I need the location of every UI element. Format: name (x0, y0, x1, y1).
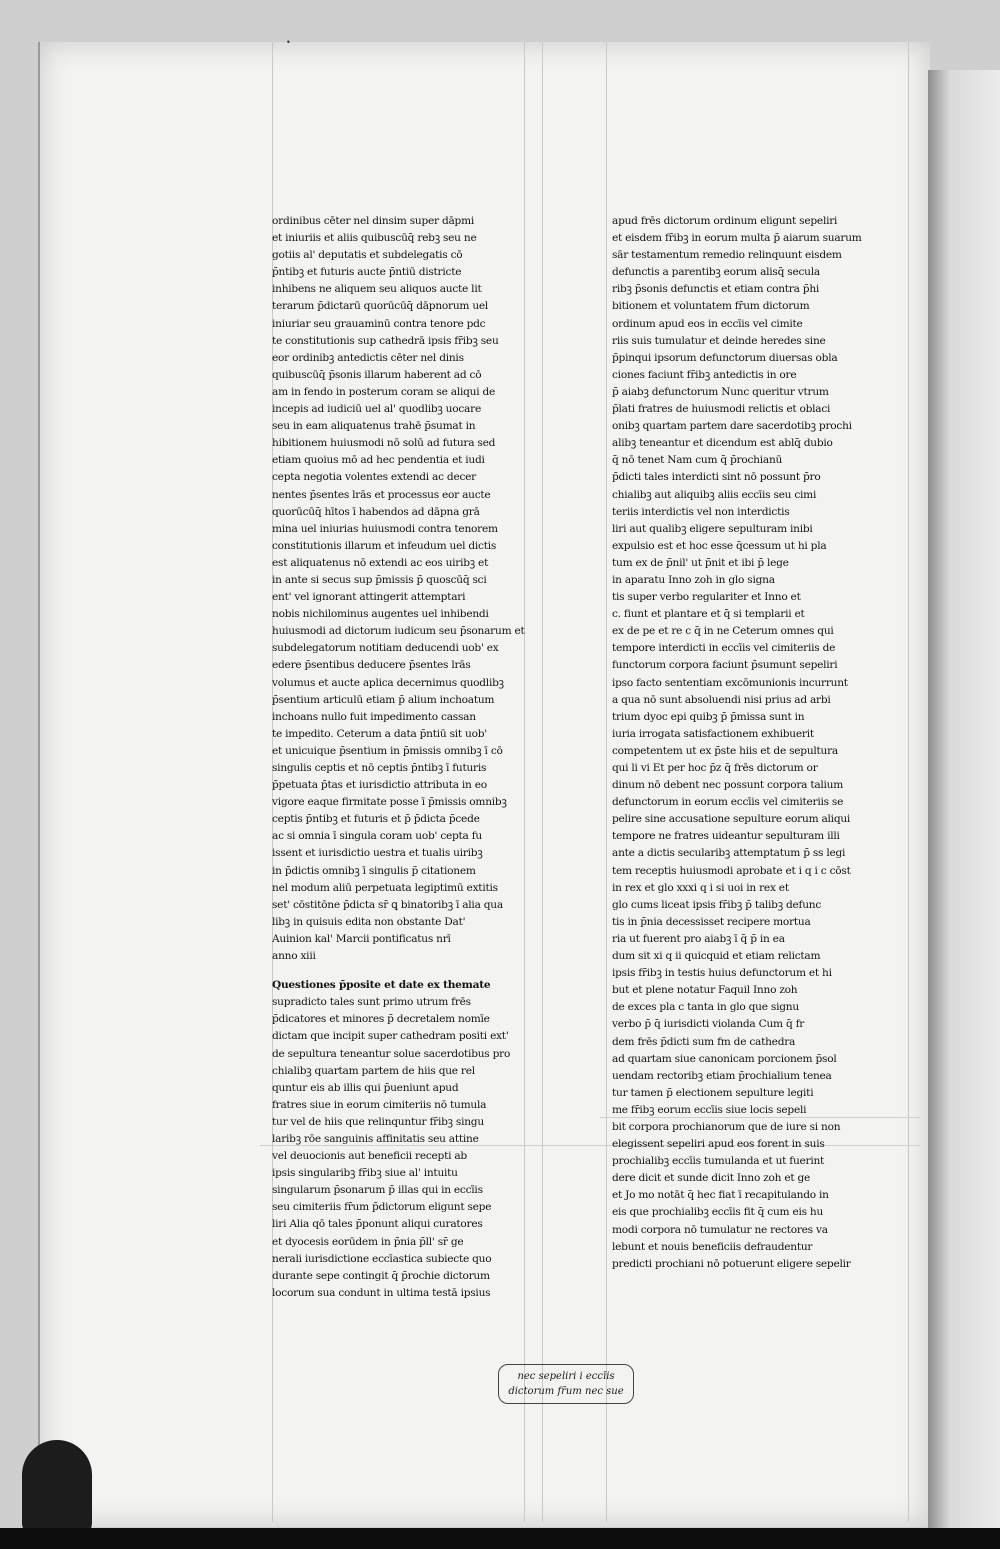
manuscript-line: dere dicit et sunde dicit Inno zoh et ge (612, 1172, 811, 1185)
manuscript-line: tis in p̄nia decessisset recipere mortua (612, 915, 811, 928)
ruling-line-vertical (542, 42, 543, 1522)
manuscript-line: gotiis al' deputatis et subdelegatis cō (272, 249, 463, 262)
manuscript-line: nel modum aliū perpetuata legiptimū extitis (272, 881, 498, 894)
manuscript-line: ac si omnia ī singula coram uob' cepta fu (272, 830, 482, 843)
manuscript-line: uendam rectoribꝫ etiam p̄rochialium tenea (612, 1069, 832, 1082)
manuscript-line: p̄ aiabꝫ defunctorum Nunc queritur vtrum (612, 385, 829, 398)
manuscript-line: te constitutionis sup cathedrā ipsis fr̄ibꝫ seu (272, 334, 499, 347)
manuscript-line: alibꝫ teneantur et dicendum est ablq̄ dubio (612, 437, 833, 450)
manuscript-line: ent' vel ignorant attingerit attemptari (272, 591, 466, 604)
manuscript-line: et eisdem fr̄ibꝫ in eorum multa p̄ aiarum suarum (612, 232, 862, 245)
manuscript-line: ipsis singularibꝫ fr̄ibꝫ siue al' intuitu (272, 1167, 458, 1180)
manuscript-line: iniuriar seu grauaminū contra tenore pdc (272, 317, 486, 330)
manuscript-line: ciones faciunt fr̄ibꝫ antedictis in ore (612, 368, 797, 381)
manuscript-line: teriis interdictis vel non interdictis (612, 505, 790, 518)
manuscript-line: de sepultura teneantur solue sacerdotibus pro (272, 1047, 511, 1060)
manuscript-line: edere p̄sentibus deducere p̄sentes lrās (272, 659, 471, 672)
catchword-line: dictorum fr̄um nec sue (508, 1386, 624, 1397)
manuscript-line: tur tamen p̄ electionem sepulture legiti (612, 1086, 814, 1099)
manuscript-line: lebunt et nouis beneficiis defraudentur (612, 1240, 813, 1253)
manuscript-line: terarum p̄dictarū quorūcūq̄ dāpnorum uel (272, 300, 489, 313)
manuscript-line: glo cums liceat ipsis fr̄ibꝫ p̄ talibꝫ defunc (612, 898, 822, 911)
manuscript-line: subdelegatorum notitiam deducendi uob' ex (272, 642, 499, 655)
manuscript-line: nobis nichilominus augentes uel inhibendi (272, 608, 489, 621)
manuscript-line: Questiones p̄posite et date ex themate (272, 979, 491, 992)
manuscript-line: qui li vi Et per hoc p̄z q̄ frēs dictorum or (612, 762, 818, 774)
manuscript-line: vel deuocionis aut beneficii recepti ab (272, 1150, 467, 1163)
manuscript-line: p̄dicatores et minores p̄ decretalem nomīe (272, 1013, 490, 1026)
manuscript-line: est aliquatenus nō extendi ac eos uiribꝫ et (272, 556, 489, 569)
manuscript-line: et unicuique p̄sentium in p̄missis omnibꝫ ī cō (272, 744, 503, 757)
manuscript-line: dem frēs p̄dicti sum fm de cathedra (612, 1035, 796, 1048)
manuscript-line: hibitionem huiusmodi nō solū ad futura sed (272, 437, 496, 450)
manuscript-line: constitutionis illarum et infeudum uel dictis (272, 539, 497, 552)
manuscript-line: p̄dicti tales interdicti sint nō possunt p̄ro (612, 471, 821, 484)
manuscript-line: dinum nō debent nec possunt corpora talium (612, 779, 844, 792)
manuscript-line: dum sit xi q ii quicquid et etiam relictam (612, 950, 821, 963)
manuscript-line: eor ordinibꝫ antedictis cēter nel dinis (272, 351, 464, 364)
manuscript-line: ordinum apud eos in eccīis vel cimite (612, 317, 803, 330)
manuscript-line: seu in eam aliquatenus trahē p̄sumat in (272, 420, 476, 433)
manuscript-line: tur vel de hiis que relinquntur fr̄ibꝫ singu (272, 1115, 484, 1128)
manuscript-line: tempore interdicti in eccīis vel cimiteriis de (612, 642, 836, 655)
manuscript-line: nerali iurisdictione eccīastica subiecte quo (272, 1252, 492, 1265)
text-column-left (272, 213, 535, 1302)
manuscript-line: q̄ nō tenet Nam cum q̄ p̄rochianū (612, 454, 783, 467)
manuscript-line: etiam quoius mō ad hec pendentia et iudi (272, 454, 485, 467)
manuscript-line: a qua nō sunt absoluendi nisi prius ad arbi (612, 693, 831, 706)
manuscript-line: chialibꝫ quartam partem de hiis que rel (272, 1064, 475, 1077)
text-column-right (612, 213, 874, 1273)
manuscript-line: locorum sua condunt in ultima testā ipsius (272, 1286, 491, 1299)
manuscript-line: p̄pinqui ipsorum defunctorum diuersas obla (612, 351, 838, 364)
manuscript-line: vigore eaque firmitate posse ī p̄missis omnibꝫ (272, 796, 507, 809)
manuscript-line: prochialibꝫ eccīis tumulanda et ut fuerint (612, 1155, 825, 1168)
manuscript-line: seu cimiteriis fr̄um p̄dictorum eligunt sepe (272, 1201, 492, 1214)
manuscript-line: incepis ad iudiciū uel al' quodlibꝫ uocare (272, 403, 481, 416)
manuscript-line: inchoans nullo fuit impedimento cassan (272, 710, 476, 723)
manuscript-line: ria ut fuerent pro aiabꝫ ī q̄ p̄ in ea (612, 932, 785, 945)
manuscript-line: liri Alia qō tales p̄ponunt aliqui curatores (272, 1218, 483, 1231)
manuscript-line: Auinion kal' Marcii pontificatus nrī (272, 932, 451, 945)
manuscript-line: ribꝫ p̄sonis defunctis et etiam contra p̄hi (612, 283, 820, 296)
manuscript-line: durante sepe contingit q̄ p̄rochie dictorum (272, 1269, 490, 1282)
manuscript-line: singularum p̄sonarum p̄ illas qui in eccīis (272, 1184, 483, 1197)
manuscript-line: expulsio est et hoc esse q̄cessum ut hi pla (612, 539, 827, 552)
manuscript-line: quntur eis ab illis qui p̄ueniunt apud (272, 1081, 459, 1094)
manuscript-line: libꝫ in quisuis edita non obstante Dat' (272, 915, 466, 928)
manuscript-line: in ante si secus sup p̄missis p̄ quoscūq̄ sci (272, 573, 487, 586)
manuscript-line: et iniuriis et aliis quibuscūq̄ rebꝫ seu ne (272, 232, 477, 245)
manuscript-line: elegissent sepeliri apud eos forent in suis (612, 1138, 825, 1151)
manuscript-line: trium dyoc epi quibꝫ p̄ p̄missa sunt in (612, 710, 805, 723)
manuscript-line: riis suis tumulatur et deinde heredes sine (612, 334, 826, 347)
next-page-edge (928, 70, 1000, 1540)
manuscript-line: fratres siue in eorum cimiteriis nō tumula (272, 1098, 487, 1111)
manuscript-line: competentem ut ex p̄ste hiis et de sepultura (612, 744, 838, 757)
manuscript-line: ipso facto sententiam excōmunionis incurrunt (612, 676, 848, 689)
manuscript-line: quibuscūq̄ p̄sonis illarum haberent ad cō (272, 368, 482, 381)
manuscript-line: apud frēs dictorum ordinum eligunt sepeliri (612, 215, 838, 227)
manuscript-line: p̄sentium articulū etiam p̄ alium inchoatum (272, 693, 495, 706)
manuscript-line: ante a dictis secularibꝫ attemptatum p̄ ss legi (612, 847, 846, 860)
manuscript-line: issent et iurisdictio uestra et tualis uiribꝫ (272, 847, 483, 860)
manuscript-line: de exces pla c tanta in glo que signu (612, 1001, 799, 1014)
manuscript-line: anno xiii (272, 950, 316, 963)
manuscript-line: onibꝫ quartam partem dare sacerdotibꝫ prochi (612, 420, 852, 433)
catchword (498, 1364, 634, 1404)
manuscript-line: tem receptis huiusmodi aprobate et i q i c cōst (612, 864, 851, 877)
manuscript-line: sār testamentum remedio relinquunt eisdem (612, 249, 842, 262)
manuscript-line: et Jo mo notāt q̄ hec fiat ī recapitulando in (612, 1189, 829, 1202)
manuscript-line: tum ex de p̄nil' ut p̄nit et ibi p̄ lege (612, 556, 789, 569)
manuscript-line: ipsis fr̄ibꝫ in testis huius defunctorum et hi (612, 967, 832, 980)
manuscript-line: verbo p̄ q̄ iurisdicti violanda Cum q̄ fr (612, 1018, 805, 1031)
manuscript-line: modi corpora nō tumulatur ne rectores va (612, 1223, 828, 1236)
manuscript-line: predicti prochiani nō potuerunt eligere sepelir (612, 1257, 851, 1270)
manuscript-line: in aparatu Inno zoh in glo signa (612, 573, 775, 586)
manuscript-line: defunctis a parentibꝫ eorum alisq̄ secula (612, 266, 820, 279)
ruling-line-vertical (606, 42, 607, 1522)
manuscript-line: ceptis p̄ntibꝫ et futuris et p̄ p̄dicta p̄cede (272, 813, 480, 826)
manuscript-line: mina uel iniurias huiusmodi contra tenorem (272, 522, 498, 535)
manuscript-line: dictam que incipit super cathedram positi ext' (272, 1030, 509, 1043)
manuscript-line: set' cōstitōne p̄dicta sr̄ ꝗ binatoribꝫ ī alia qua (272, 898, 503, 911)
manuscript-line: tempore ne fratres uideantur sepulturam illi (612, 830, 840, 843)
manuscript-line: et dyocesis eorūdem in p̄nia p̄ll' sr̄ ge (272, 1235, 464, 1248)
manuscript-line: me fr̄ibꝫ eorum eccīis siue locis sepeli (612, 1103, 807, 1116)
catchword-line: nec sepeliri i eccīis (517, 1371, 615, 1382)
manuscript-line: pelire sine accusatione sepulture eorum aliqui (612, 813, 851, 826)
manuscript-line: functorum corpora faciunt p̄sumunt sepeliri (612, 659, 838, 672)
manuscript-line: iuria irrogata satisfactionem exhibuerit (612, 727, 814, 740)
manuscript-line: bitionem et voluntatem fr̄um dictorum (612, 300, 810, 313)
manuscript-line: cepta negotia volentes extendi ac decer (272, 471, 476, 484)
manuscript-line: in p̄dictis omnibꝫ ī singulis p̄ citationem (272, 864, 476, 877)
scan-bottom-border (0, 1528, 1000, 1549)
manuscript-line: bit corpora prochianorum que de iure si non (612, 1120, 841, 1133)
manuscript-line: defunctorum in eorum eccīis vel cimiteriis se (612, 796, 844, 809)
manuscript-line: ad quartam siue canonicam porcionem p̄sol (612, 1052, 837, 1065)
manuscript-line: quorūcūq̄ hītos ī habendos ad dāpna grā (272, 505, 480, 518)
manuscript-line: ordinibus cēter nel dinsim super dāpmi (272, 215, 475, 227)
manuscript-line: p̄ntibꝫ et futuris aucte p̄ntiū districte (272, 266, 462, 279)
manuscript-line: liri aut qualibꝫ eligere sepulturam inibi (612, 522, 813, 535)
manuscript-line: huiusmodi ad dictorum iudicum seu p̄sonarum et (272, 625, 525, 638)
manuscript-line: am in fendo in posterum coram se aliqui de (272, 385, 496, 398)
ruling-line-vertical (908, 42, 909, 1522)
manuscript-line: p̄petuata p̄tas et iurisdictio attributa in eo (272, 779, 487, 792)
top-margin-mark: • (286, 38, 291, 47)
manuscript-line: singulis ceptis et nō ceptis p̄ntibꝫ ī futuris (272, 762, 487, 774)
manuscript-line: eis que prochialibꝫ eccīis fit q̄ cum eis hu (612, 1206, 824, 1219)
manuscript-line: c. fiunt et plantare et q̄ si templarii et (612, 608, 805, 621)
manuscript-line: nentes p̄sentes lrās et processus eor aucte (272, 488, 491, 501)
manuscript-line: but et plene notatur Faquil Inno zoh (612, 984, 798, 997)
manuscript-line: supradicto tales sunt primo utrum frēs (272, 996, 471, 1009)
manuscript-line: ex de pe et re c q̄ in ne Ceterum omnes qui (612, 625, 834, 638)
manuscript-line: laribꝫ rōe sanguinis affinitatis seu attine (272, 1132, 479, 1145)
manuscript-line: te impedito. Ceterum a data p̄ntiū sit uob' (272, 727, 487, 740)
manuscript-line: tis super verbo regulariter et Inno et (612, 591, 801, 604)
scanner-thumb (22, 1440, 92, 1540)
manuscript-line: inhibens ne aliquem seu aliquos aucte lit (272, 283, 482, 296)
manuscript-line: volumus et aucte aplica decernimus quodlibꝫ (272, 676, 504, 689)
manuscript-line: chialibꝫ aut aliquibꝫ aliis eccīis seu cimi (612, 488, 817, 501)
manuscript-line: p̄lati fratres de huiusmodi relictis et oblaci (612, 403, 831, 416)
manuscript-line: in rex et glo xxxi q i si uoi in rex et (612, 881, 789, 894)
